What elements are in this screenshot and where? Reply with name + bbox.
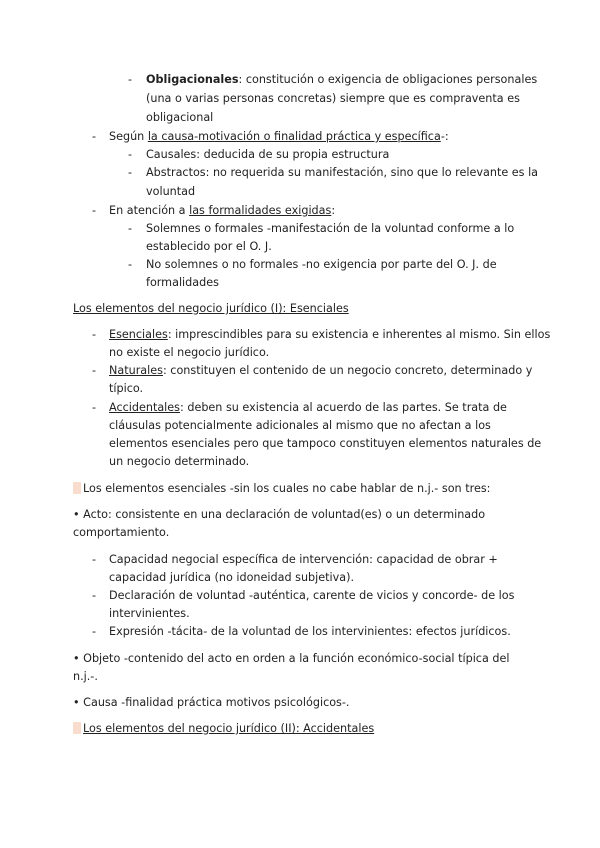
list-item-capacidad: Capacidad negocial específica de intervención: capacidad de obrar + (109, 553, 498, 566)
list-item-expresion: Expresión -tácita- de la voluntad de los intervinientes: efectos jurídicos. (109, 625, 511, 638)
list-item-text: (una o varias personas concretas) siempre que es compraventa es (146, 92, 520, 105)
list-dash: - (92, 204, 97, 217)
list-dash: - (92, 130, 97, 143)
list-item-text: no existe el negocio jurídico. (109, 346, 270, 359)
list-item-text: cláusulas potencialmente adicionales al mismo que no afectan a los (109, 419, 491, 432)
list-dash: - (92, 328, 97, 341)
list-item-no-solemnes: No solemnes o no formales -no exigencia por parte del O. J. de (146, 258, 497, 271)
list-item-causa: Según la causa-motivación o finalidad práctica y específica-: (109, 130, 449, 143)
bullet-text: n.j.-. (73, 670, 98, 683)
list-dash: - (128, 148, 133, 161)
list-item-text: típico. (109, 382, 144, 395)
highlight-marker (73, 482, 81, 494)
list-dash: - (92, 401, 97, 414)
list-dash: - (92, 589, 97, 602)
list-dash: - (128, 166, 133, 179)
list-item-causales: Causales: deducida de su propia estructura (146, 148, 390, 161)
list-item-obligacionales: Obligacionales: constitución o exigencia de obligaciones personales (146, 73, 538, 86)
list-item-text: un negocio determinado. (109, 455, 250, 468)
list-item-formalidades: En atención a las formalidades exigidas: (109, 204, 336, 217)
list-item-text: intervinientes. (109, 607, 190, 620)
list-item-abstractos: Abstractos: no requerida su manifestación, sino que lo relevante es la (146, 166, 539, 179)
list-item-accidentales: Accidentales: deben su existencia al acuerdo de las partes. Se trata de (109, 401, 507, 414)
list-dash: - (128, 258, 133, 271)
list-dash: - (128, 73, 133, 86)
list-item-text: capacidad jurídica (no idoneidad subjetiva). (109, 571, 355, 584)
list-dash: - (92, 625, 97, 638)
list-item-text: formalidades (146, 276, 219, 289)
section-heading-accidentales: Los elementos del negocio jurídico (II): Accidentales (73, 722, 374, 736)
formalidades-link: las formalidades exigidas (189, 204, 332, 217)
bullet-acto: • Acto: consistente en una declaración de voluntad(es) o un determinado (73, 508, 486, 521)
causa-link: la causa-motivación o finalidad práctica y específica (147, 130, 441, 143)
list-item-text: establecido por el O. J. (146, 240, 272, 253)
list-dash: - (128, 222, 133, 235)
highlight-marker (73, 722, 81, 734)
list-dash: - (92, 364, 97, 377)
section-heading-esenciales: Los elementos del negocio jurídico (I): Esenciales (73, 302, 349, 315)
list-item-text: voluntad (146, 185, 196, 198)
bullet-causa: • Causa -finalidad práctica motivos psicológicos-. (73, 696, 350, 709)
list-dash: - (92, 553, 97, 566)
list-item-esenciales: Esenciales: imprescindibles para su existencia e inherentes al mismo. Sin ellos (109, 328, 551, 341)
list-item-text: elementos esenciales pero que tampoco constituyen elementos naturales de (109, 437, 542, 450)
list-item-declaracion: Declaración de voluntad -auténtica, carente de vicios y concorde- de los (109, 589, 515, 602)
list-item-naturales: Naturales: constituyen el contenido de un negocio concreto, determinado y (109, 364, 533, 377)
list-item-text: obligacional (146, 111, 214, 124)
list-item-solemnes: Solemnes o formales -manifestación de la voluntad conforme a lo (146, 222, 515, 235)
term-obligacionales: Obligacionales (146, 73, 239, 86)
bullet-text: comportamiento. (73, 526, 170, 539)
bullet-objeto: • Objeto -contenido del acto en orden a la función económico-social típica del (73, 652, 510, 665)
note-elementos-esenciales: Los elementos esenciales -sin los cuales no cabe hablar de n.j.- son tres: (73, 482, 490, 496)
